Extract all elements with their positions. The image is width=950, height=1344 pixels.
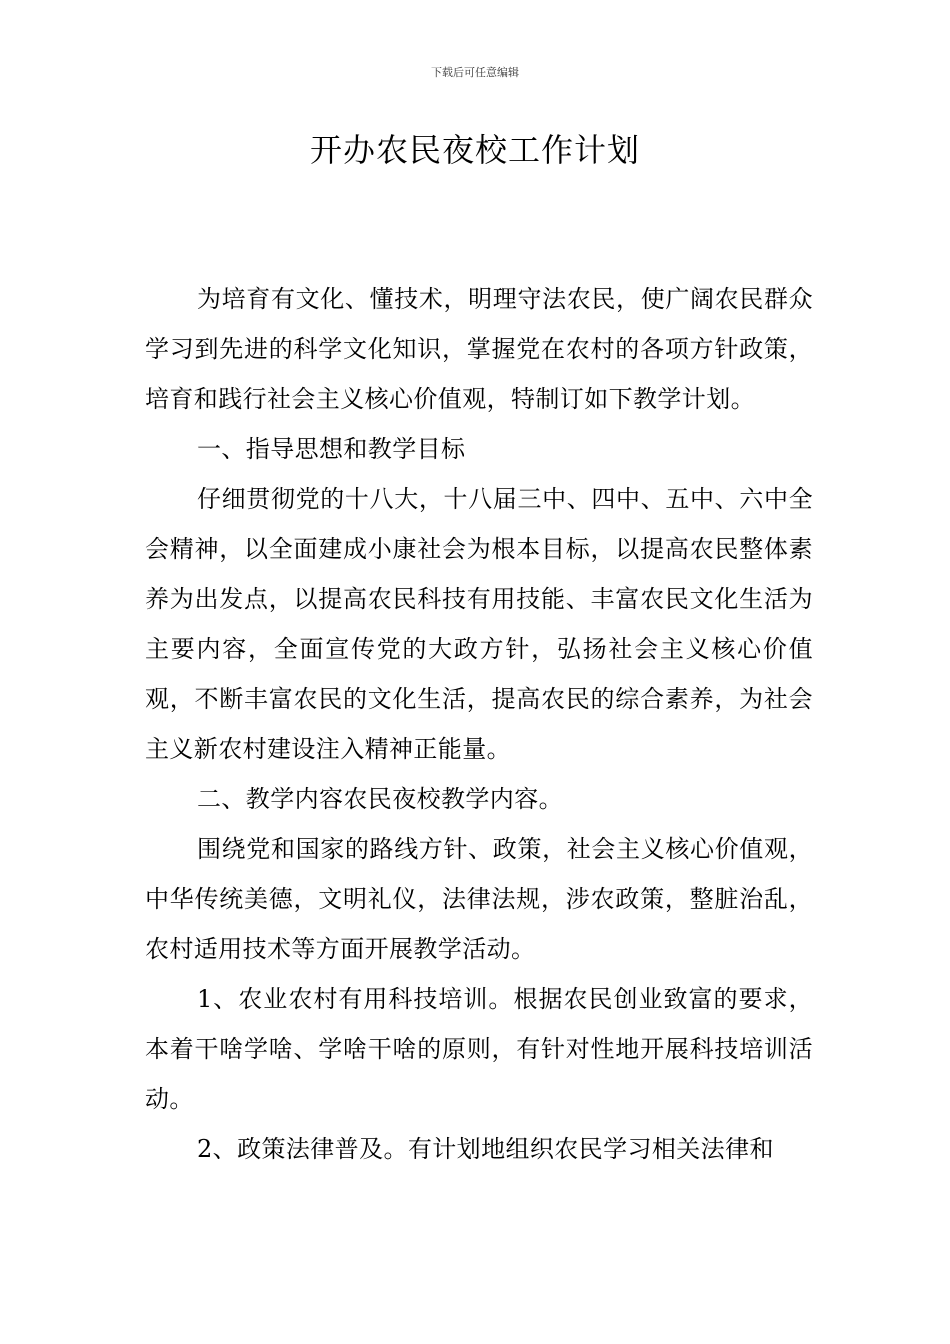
paragraph-teaching-content: 围绕党和国家的路线方针、政策，社会主义核心价值观，中华传统美德，文明礼仪，法律法规，涉农政策，整脏治乱，农村适用技术等方面开展教学活动。 xyxy=(145,835,813,963)
paragraph-intro: 为培育有文化、懂技术，明理守法农民，使广阔农民群众学习到先进的科学文化知识，掌握党在农村的各项方针政策，培育和践行社会主义核心价值观，特制订如下教学计划。 xyxy=(145,285,813,413)
document-title: 开办农民夜校工作计划 xyxy=(309,131,640,169)
paragraph-guiding-ideology: 仔细贯彻党的十八大，十八届三中、四中、五中、六中全会精神，以全面建成小康社会为根本目标，以提高农民整体素养为出发点，以提高农民科技有用技能、丰富农民文化生活为主要内容，全面宣传党的大政方针，弘扬社会主义核心价值观，不断丰富农民的文化生活，提高农民的综合素养，为社会主义新农村建设注入精神正能量。 xyxy=(145,485,813,763)
list-item-policy-law: 2、政策法律普及。有计划地组织农民学习相关法律和 xyxy=(197,1135,774,1163)
section-heading-teaching-content: 二、教学内容农民夜校教学内容。 xyxy=(197,785,563,813)
list-item-tech-training: 1、农业农村有用科技培训。根据农民创业致富的要求，本着干啥学啥、学啥干啥的原则，有针对性地开展科技培训活动。 xyxy=(145,985,813,1113)
document-body xyxy=(145,274,813,1174)
header-note: 下载后可任意编辑 xyxy=(431,66,519,79)
section-heading-guiding-ideology: 一、指导思想和教学目标 xyxy=(197,435,466,463)
